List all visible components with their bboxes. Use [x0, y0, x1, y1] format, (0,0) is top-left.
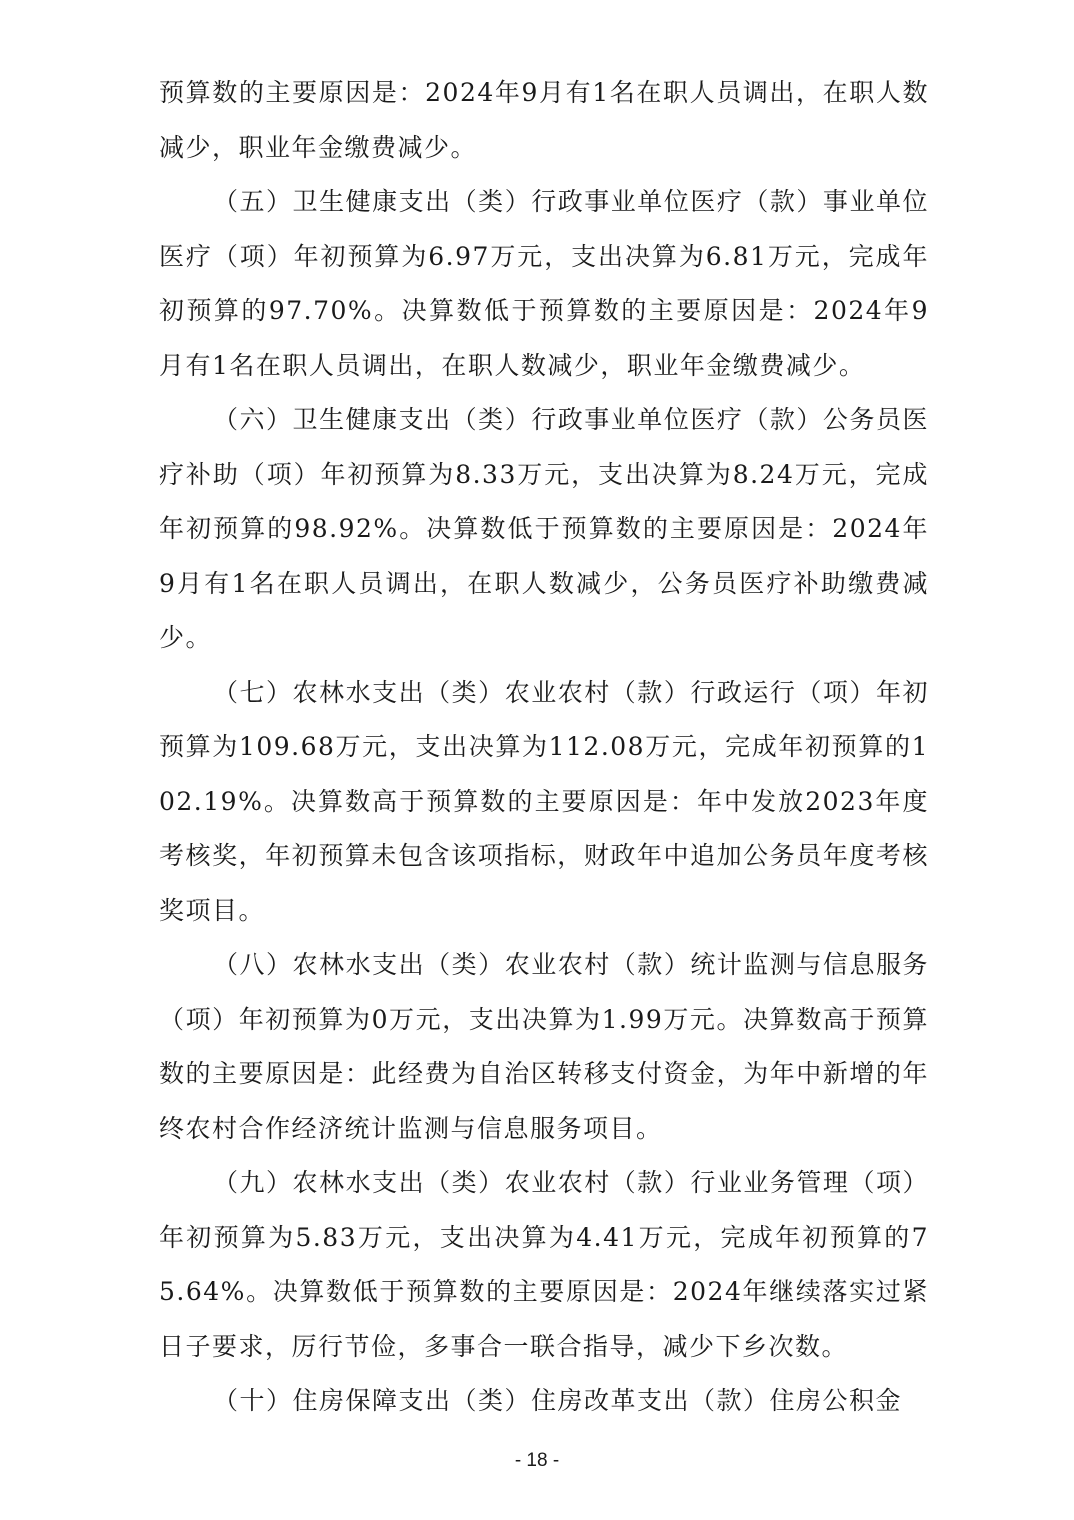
paragraph-item-10: （十）住房保障支出（类）住房改革支出（款）住房公积金	[213, 1386, 903, 1415]
page-number: - 18 -	[514, 1450, 560, 1471]
paragraph-continuation: 预算数的主要原因是：2024年9月有1名在职人员调出，在职人数减少，职业年金缴费减少。	[159, 78, 929, 162]
document-body	[159, 66, 929, 1429]
paragraph-item-9: （九）农林水支出（类）农业农村（款）行业业务管理（项）年初预算为5.83万元，支出决算为4.41万元，完成年初预算的75.64%。决算数低于预算数的主要原因是：2024年继续落实过紧日子要求，厉行节俭，多事合一联合指导，减少下乡次数。	[159, 1168, 929, 1361]
paragraph-item-8: （八）农林水支出（类）农业农村（款）统计监测与信息服务（项）年初预算为0万元，支出决算为1.99万元。决算数高于预算数的主要原因是：此经费为自治区转移支付资金，为年中新增的年终农村合作经济统计监测与信息服务项目。	[159, 950, 929, 1143]
paragraph-item-5: （五）卫生健康支出（类）行政事业单位医疗（款）事业单位医疗（项）年初预算为6.97万元，支出决算为6.81万元，完成年初预算的97.70%。决算数低于预算数的主要原因是：2024年9月有1名在职人员调出，在职人数减少，职业年金缴费减少。	[159, 187, 929, 380]
paragraph-item-7: （七）农林水支出（类）农业农村（款）行政运行（项）年初预算为109.68万元，支出决算为112.08万元，完成年初预算的102.19%。决算数高于预算数的主要原因是：年中发放2023年度考核奖，年初预算未包含该项指标，财政年中追加公务员年度考核奖项目。	[159, 677, 929, 925]
paragraph-item-6: （六）卫生健康支出（类）行政事业单位医疗（款）公务员医疗补助（项）年初预算为8.33万元，支出决算为8.24万元，完成年初预算的98.92%。决算数低于预算数的主要原因是：2024年9月有1名在职人员调出，在职人数减少，公务员医疗补助缴费减少。	[159, 405, 929, 652]
